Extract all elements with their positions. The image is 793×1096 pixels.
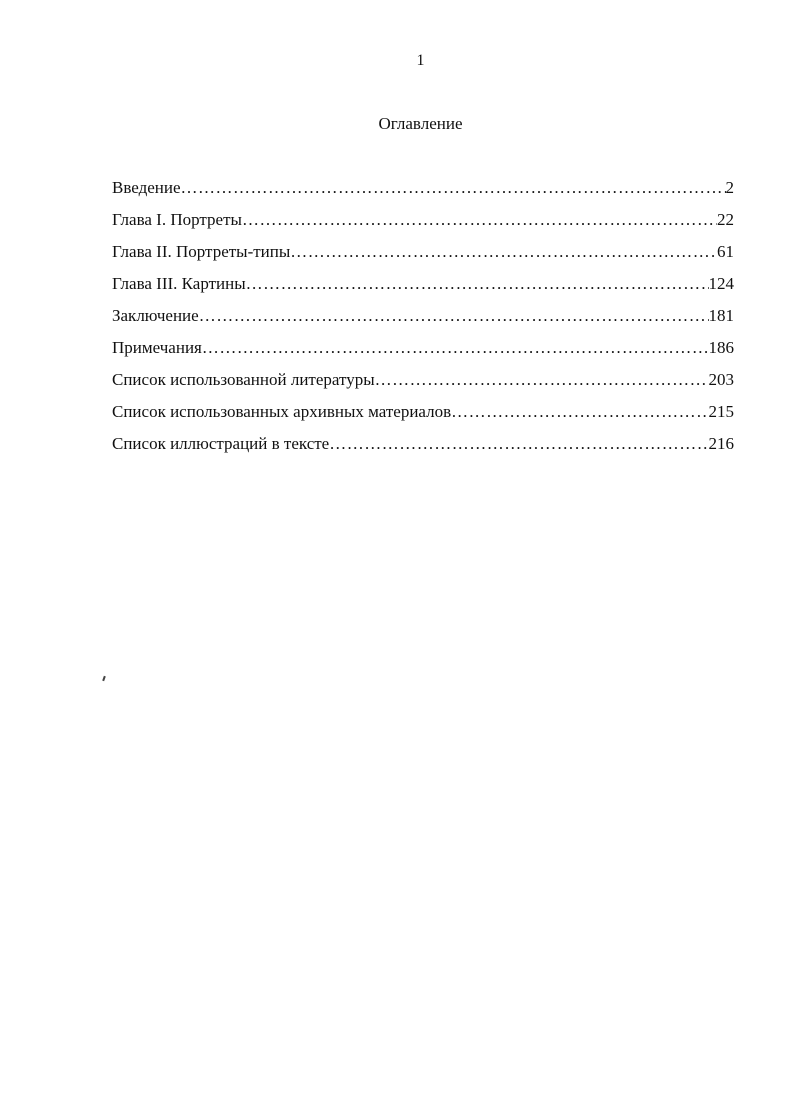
toc-entry-page: 186: [708, 338, 734, 357]
toc-entry-conclusion: [112, 300, 734, 332]
toc-entry-label: Список использованных архивных материалов: [112, 402, 452, 421]
toc-entry-page: 216: [708, 434, 734, 453]
toc-dot-leader: [375, 364, 709, 396]
toc-entry-label: Глава III. Картины: [112, 274, 246, 293]
toc-entry-label: Заключение: [112, 306, 199, 325]
toc-entry-notes: [112, 332, 734, 364]
page-number: 1: [416, 52, 425, 69]
toc-dot-leader: [202, 332, 709, 364]
toc-dot-leader: [199, 300, 709, 332]
toc-dot-leader: [242, 204, 717, 236]
scan-speck: [102, 676, 106, 681]
toc-entry-page: 2: [725, 178, 734, 197]
toc-entry-label: Список использованной литературы: [112, 370, 375, 389]
toc-entry-introduction: [112, 172, 734, 204]
toc-entry-bibliography: [112, 364, 734, 396]
toc-entry-label: Примечания: [112, 338, 202, 357]
toc-entry-page: 181: [708, 306, 734, 325]
toc-entry-chapter-1: [112, 204, 734, 236]
toc-entry-page: 215: [708, 402, 734, 421]
table-of-contents: [112, 172, 734, 460]
toc-entry-page: 124: [708, 274, 734, 293]
toc-entry-page: 61: [717, 242, 734, 261]
toc-dot-leader: [451, 396, 708, 428]
toc-dot-leader: [246, 268, 709, 300]
toc-entry-label: Введение: [112, 178, 181, 197]
toc-entry-archival-materials: [112, 396, 734, 428]
toc-entry-chapter-3: [112, 268, 734, 300]
toc-entry-label: Список иллюстраций в тексте: [112, 434, 330, 453]
toc-title: Оглавление: [378, 114, 463, 133]
toc-dot-leader: [181, 172, 726, 204]
toc-entry-chapter-2: [112, 236, 734, 268]
toc-entry-page: 203: [708, 370, 734, 389]
toc-dot-leader: [290, 236, 717, 268]
toc-entry-page: 22: [717, 210, 734, 229]
toc-dot-leader: [329, 428, 708, 460]
toc-entry-label: Глава II. Портреты-типы: [112, 242, 291, 261]
toc-entry-label: Глава I. Портреты: [112, 210, 242, 229]
toc-entry-illustrations: [112, 428, 734, 460]
